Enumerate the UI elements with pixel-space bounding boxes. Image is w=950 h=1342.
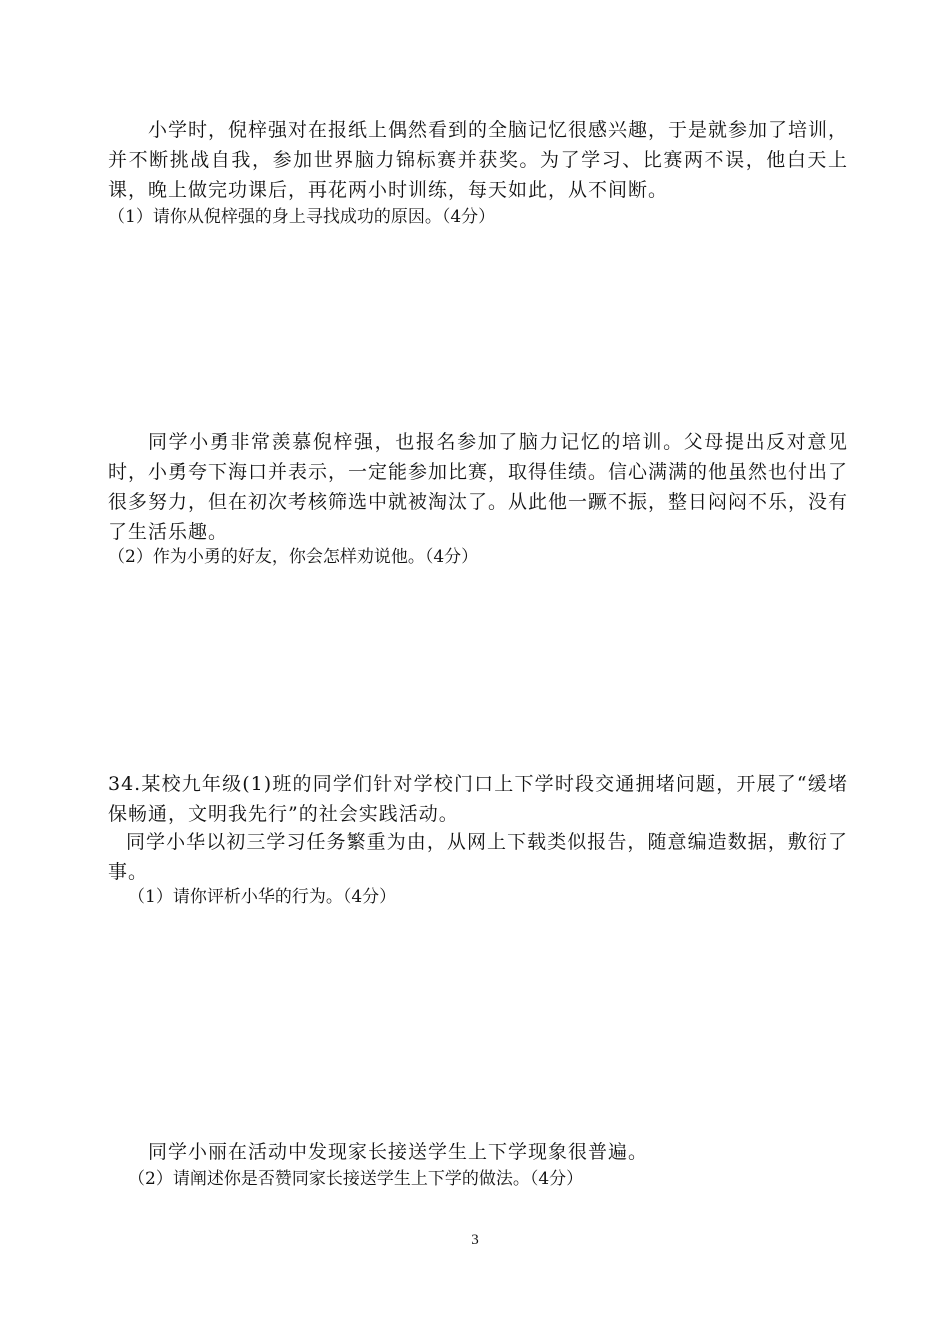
passage-xiao-li: 同学小丽在活动中发现家长接送学生上下学现象很普遍。 xyxy=(148,1141,649,1163)
passage-xiao-hua: 同学小华以初三学习任务繁重为由，从网上下载类似报告，随意编造数据，敷衍了事。 xyxy=(108,831,848,883)
question-1-2: （2）作为小勇的好友，你会怎样劝说他。（4分） xyxy=(108,547,479,567)
question-34-intro: 34.某校九年级(1)班的同学们针对学校门口上下学时段交通拥堵问题，开展了“缓堵保畅通，文明我先行”的社会实践活动。 xyxy=(108,773,848,825)
question-1-1: （1）请你从倪梓强的身上寻找成功的原因。（4分） xyxy=(108,207,496,227)
question-34-1: （1）请你评析小华的行为。（4分） xyxy=(128,887,397,907)
page-number: 3 xyxy=(471,1232,479,1248)
passage-xiao-yong: 同学小勇非常羡慕倪梓强，也报名参加了脑力记忆的培训。父母提出反对意见时，小勇夸下海口并表示，一定能参加比赛，取得佳绩。信心满满的他虽然也付出了很多努力，但在初次考核筛选中就被淘汰了。从此他一蹶不振，整日闷闷不乐，没有了生活乐趣。 xyxy=(108,431,849,543)
question-34-2: （2）请阐述你是否赞同家长接送学生上下学的做法。（4分） xyxy=(128,1169,584,1189)
passage-ni-ziqiang: 小学时，倪梓强对在报纸上偶然看到的全脑记忆很感兴趣，于是就参加了培训，并不断挑战自我，参加世界脑力锦标赛并获奖。为了学习、比赛两不误，他白天上课，晚上做完功课后，再花两小时训练，每天如此，从不间断。 xyxy=(108,119,849,201)
